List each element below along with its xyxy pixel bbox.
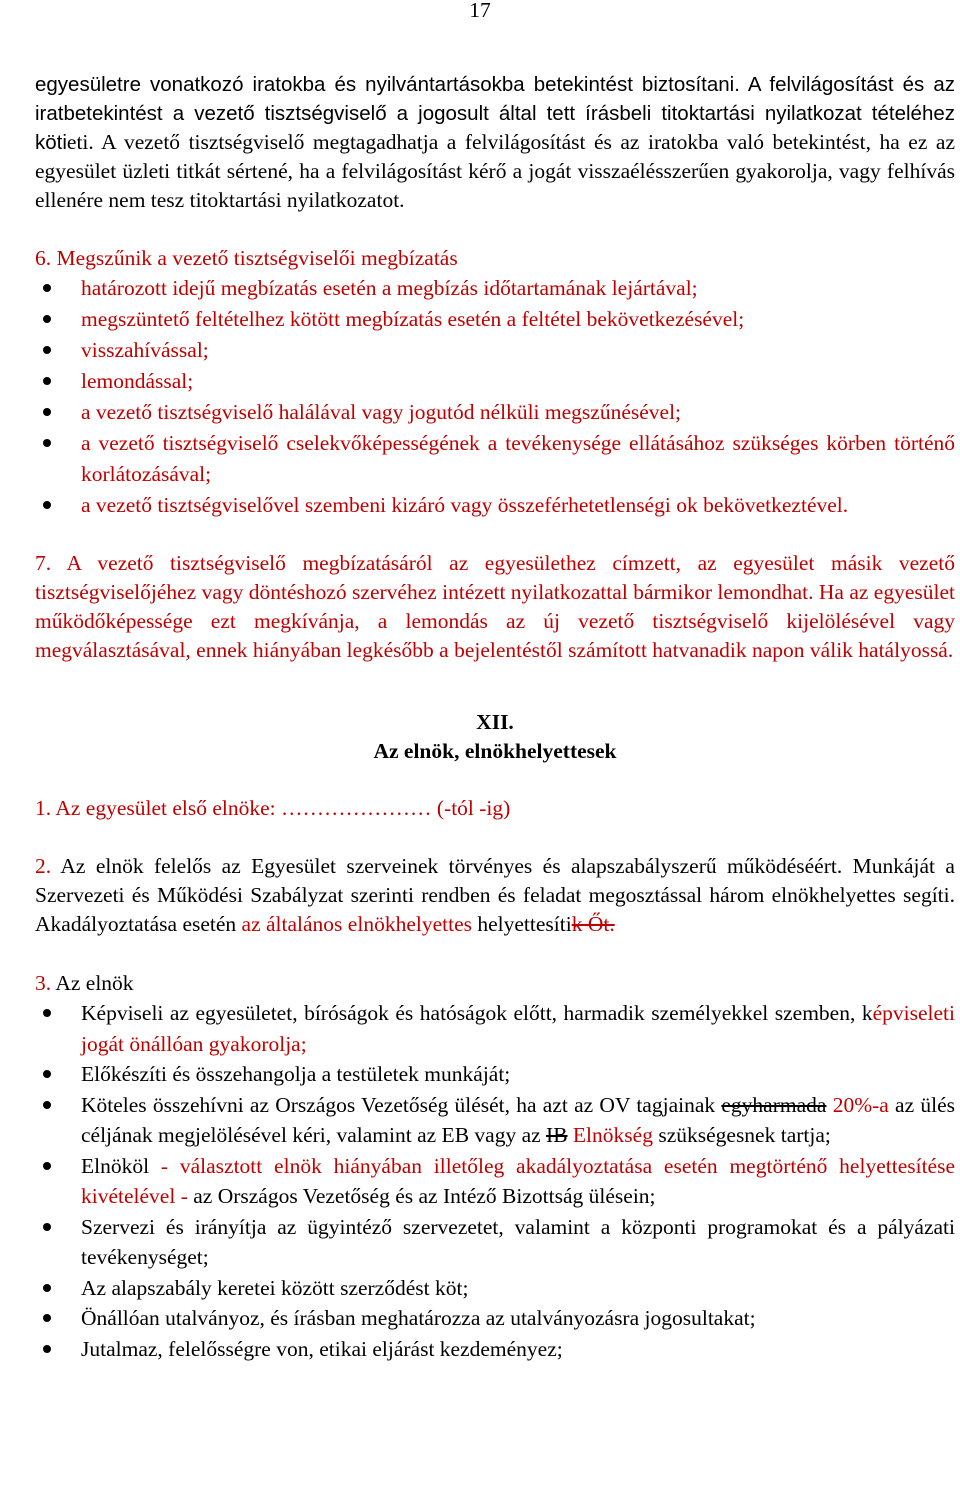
section-6-list [35,273,955,521]
point-2-text: Az elnök felelős az Egyesület szerveinek törvényes és alapszabályszerű működéséért. Munkáját a Szervezeti és Működési Szabályzat szerinti rendben és feladat megosztással három elnökhelyettes segíti. Akadályoztatása esetén [35,854,955,936]
list-item: Szervezi és irányítja az ügyintéző szervezetet, valamint a központi programokat és a pályázati tevékenységet; [35,1212,955,1273]
section-6-number: 6. [35,246,52,270]
point-2-deleted-text: k Őt. [571,912,615,936]
point-3-heading [35,968,955,998]
section-7-number: 7. [35,551,52,575]
item-text: az ülés céljának megjelölésével kéri, valamint az EB vagy az [81,1092,956,1147]
list-item [35,998,955,1059]
list-item: visszahívással; [35,335,955,366]
list-item: Az alapszabály keretei között szerződést köt; [35,1273,955,1304]
chapter-title: Az elnök, elnökhelyettesek [373,739,617,763]
list-item: lemondással; [35,366,955,397]
section-7 [35,549,955,665]
point-3-list [35,998,955,1364]
item-text: szükségesnek tartja; [652,1123,831,1147]
list-item [35,1151,955,1212]
point-2-number: 2. [35,854,52,878]
list-item: határozott idejű megbízatás esetén a megbízás időtartamának lejártával; [35,273,955,304]
item-text: Elnököl [81,1153,150,1178]
point-2-red-text: az általános elnökhelyettes [241,912,472,936]
section-6-title: Megszűnik a vezető tisztségviselői megbízatás [56,246,458,270]
list-item: megszüntető feltételhez kötött megbízatás esetén a feltétel bekövetkezésével; [35,304,955,335]
list-item: Önállóan utalványoz, és írásban meghatározza az utalványozásra jogosultakat; [35,1303,955,1334]
list-item: a vezető tisztségviselő halálával vagy jogutód nélküli megszűnésével; [35,397,955,428]
list-item: a vezető tisztségviselő cselekvőképességének a tevékenysége ellátásához szükséges körben történő korlátozásával; [35,428,955,490]
list-item [35,1090,955,1151]
intro-text-part1: egyesületre vonatkozó iratokba és nyilvántartásokba betekintést biztosítani. A felvilágosítást és az iratbetekintést a vezető tisztségviselő a jogosult által tett írásbeli titoktartási nyilatkozat tételéhez köti [35,73,955,154]
paragraph-intro [35,70,955,215]
chapter-number: XII. [476,710,514,734]
item-red-text: épviseleti jogát önállóan gyakorolja; [81,1001,955,1056]
page-number: 17 [469,0,491,22]
item-red-text: 20%-a [832,1092,889,1117]
item-text: az Országos Vezetőség és az Intéző Bizottság ülésein; [187,1184,656,1208]
section-7-text: A vezető tisztségviselő megbízatásáról az egyesülethez címzett, az egyesület másik vezető tisztségviselőjéhez vagy döntéshozó szervéhez intézett nyilatkozattal bármikor lemondhat. Ha az egyesület működőképessége ezt megkívánja, a lemondás az új vezető tisztségviselő kijelölésével vagy megválasztásával, ennek hiányában legkésőbb a bejelentéstől számított hatvanadik napon válik hatályossá. [35,551,955,662]
list-item: Jutalmaz, felelősségre von, etikai eljárást kezdeményez; [35,1334,955,1365]
item-deleted-text: IB [546,1123,568,1147]
chapter-heading [35,708,955,766]
item-text: Köteles összehívni az Országos Vezetőség ülését, ha azt az OV tagjainak [81,1092,722,1117]
list-item: a vezető tisztségviselővel szembeni kizáró vagy összeférhetetlenségi ok bekövetkeztével. [35,490,955,521]
point-1-text: Az egyesület első elnöke: ………………… (-tól -ig) [55,796,511,820]
point-3-number: 3. [35,971,52,995]
point-3-title: Az elnök [55,971,134,995]
point-1 [35,794,955,823]
list-item: Előkészíti és összehangolja a testületek munkáját; [35,1059,955,1090]
item-text: Képviseli az egyesületet, bíróságok és hatóságok előtt, harmadik személyekkel szemben, k [81,1001,873,1025]
section-6-heading [35,243,955,273]
document-body [35,70,955,1364]
point-2 [35,852,955,939]
item-red-text: - választott elnök hiányában illetőleg akadályoztatása esetén megtörténő helyettesítése kivételével - [81,1153,955,1208]
point-2-text-end: helyettesíti [471,912,572,936]
item-red-text: Elnökség [567,1123,653,1147]
point-1-number: 1. [35,796,52,820]
item-deleted-text: egyharmada [721,1092,827,1117]
intro-text-part2: eti. A vezető tisztségviselő megtagadhatja a felvilágosítást és az iratokba való betekintést, ha ez az egyesület üzleti titkát sértené, ha a felvilágosítást kérő a jogát visszaélésszerűen gyakorolja, vagy felhívás ellenére nem tesz titoktartási nyilatkozatot. [35,130,955,212]
